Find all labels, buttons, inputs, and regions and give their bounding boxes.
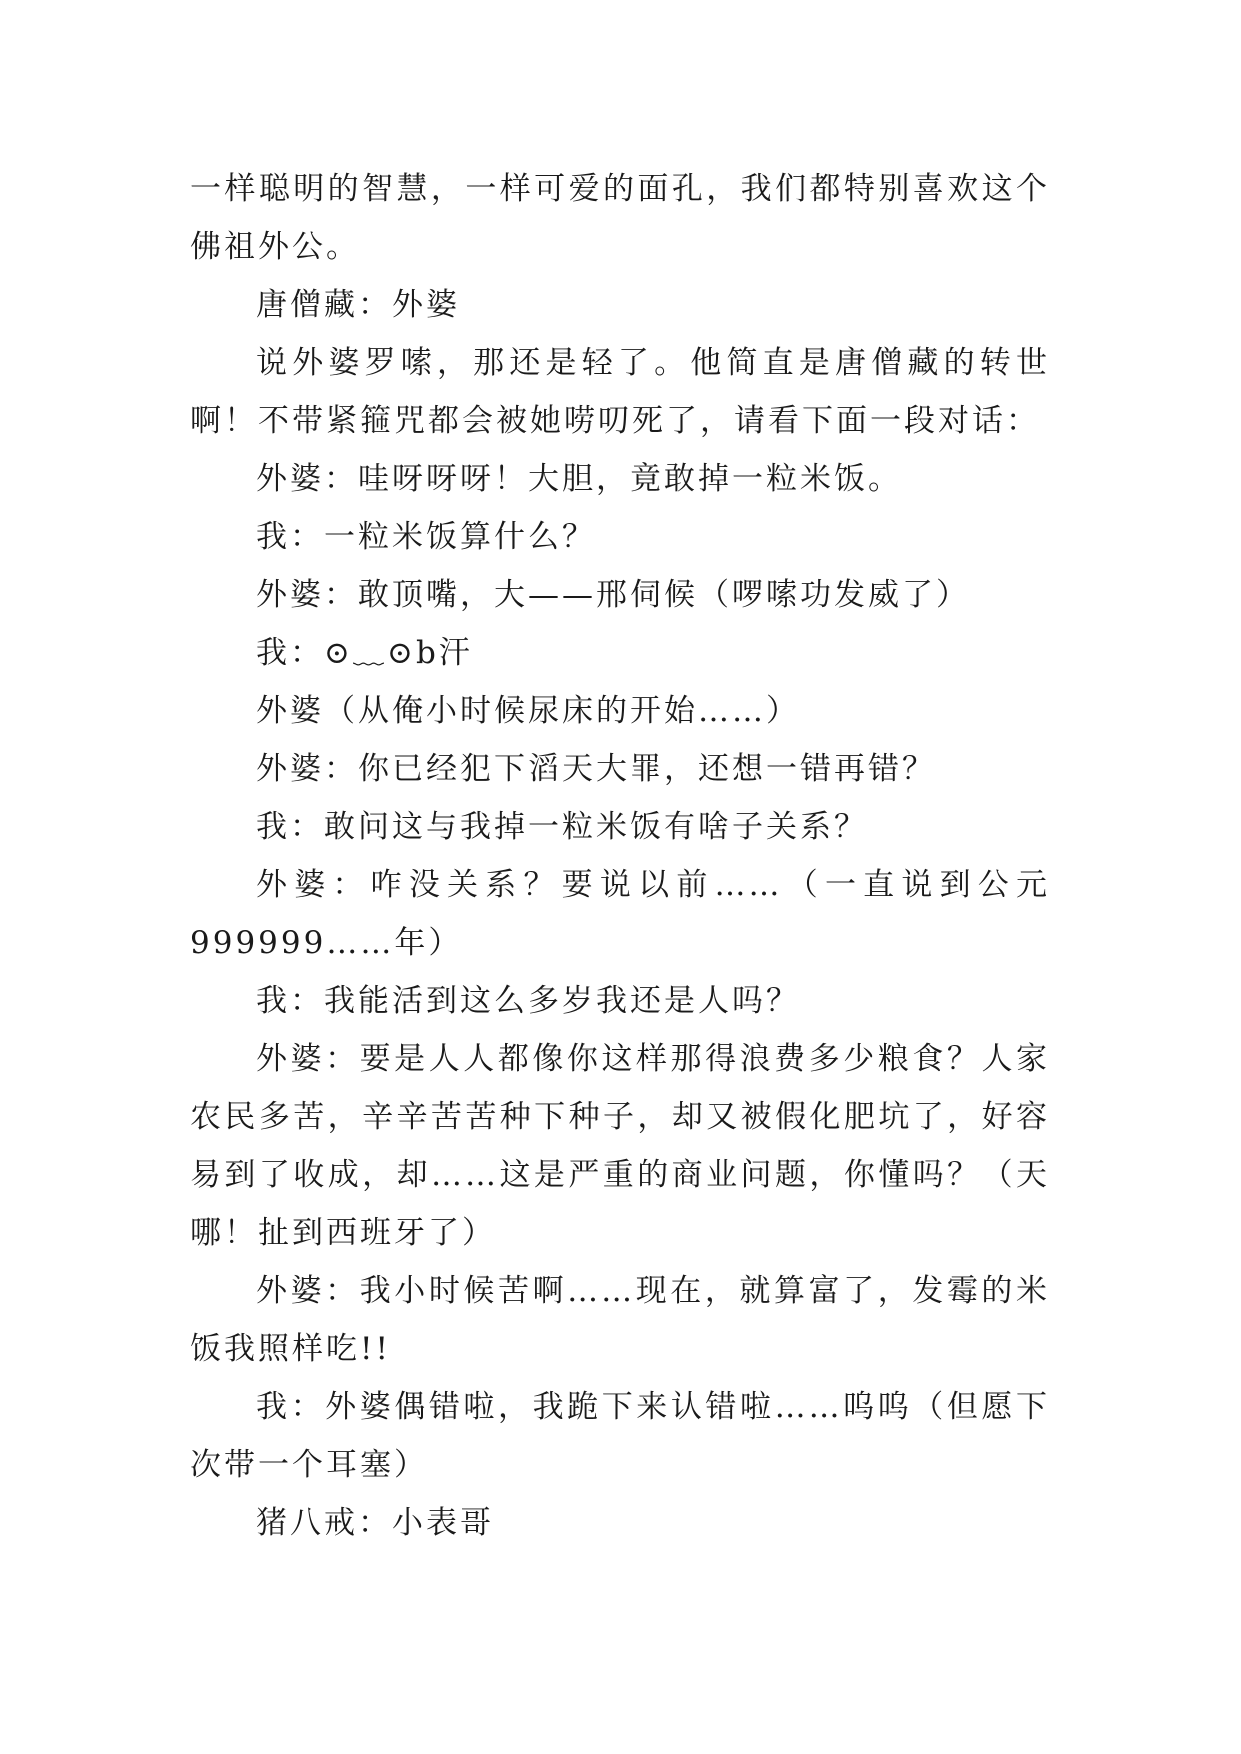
paragraph: 外婆：你已经犯下滔天大罪，还想一错再错？ xyxy=(256,751,936,787)
paragraph: 外婆（从俺小时候尿床的开始……） xyxy=(256,693,800,729)
paragraph: 唐僧藏：外婆 xyxy=(256,287,460,323)
paragraph: 我：一粒米饭算什么？ xyxy=(256,519,596,555)
paragraph: 外婆：要是人人都像你这样那得浪费多少粮食？人家农民多苦，辛辛苦苦种下种子，却又被假化肥坑了，好容易到了收成，却……这是严重的商业问题，你懂吗？（天哪！扯到西班牙了） xyxy=(190,1041,1050,1251)
paragraph: 说外婆罗嗦，那还是轻了。他简直是唐僧藏的转世啊！不带紧箍咒都会被她唠叨死了，请看下面一段对话： xyxy=(190,345,1050,439)
paragraph: 我：我能活到这么多岁我还是人吗？ xyxy=(256,983,800,1019)
paragraph: 猪八戒：小表哥 xyxy=(256,1505,494,1541)
paragraph: 一样聪明的智慧，一样可爱的面孔，我们都特别喜欢这个佛祖外公。 xyxy=(190,171,1050,265)
paragraph: 我：敢问这与我掉一粒米饭有啥子关系？ xyxy=(256,809,868,845)
paragraph: 我：外婆偶错啦，我跪下来认错啦……呜呜（但愿下次带一个耳塞） xyxy=(190,1389,1050,1483)
paragraph: 我：⊙﹏⊙b汗 xyxy=(256,635,473,671)
paragraph: 外婆：我小时候苦啊……现在，就算富了，发霉的米饭我照样吃!! xyxy=(190,1273,1050,1367)
paragraph: 外婆：咋没关系？要说以前……（一直说到公元999999……年） xyxy=(190,867,1050,961)
paragraph: 外婆：敢顶嘴，大——邢伺候（啰嗦功发威了） xyxy=(256,577,970,613)
document-body xyxy=(190,160,1050,1552)
paragraph: 外婆：哇呀呀呀！大胆，竟敢掉一粒米饭。 xyxy=(256,461,902,497)
